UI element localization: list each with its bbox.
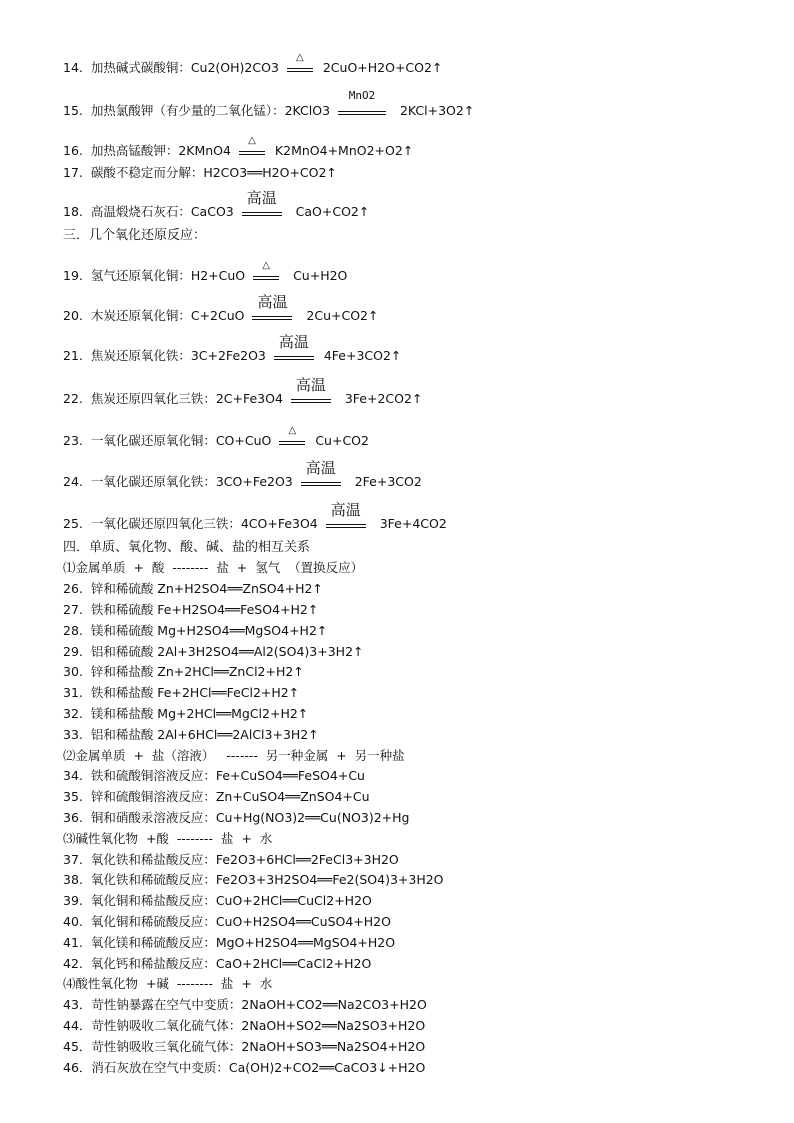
equation-text: 17. 碳酸不稳定而分解：H2CO3══H2O+CO2↑ [63,165,337,180]
equation-text: 25. 一氧化碳还原四氧化三铁：4CO+Fe3O4 [63,516,322,531]
equation-text: 29. 铝和稀硫酸 2Al+3H2SO4══Al2(SO4)3+3H2↑ [63,644,364,659]
equals-bars [291,399,331,403]
equation-line [63,956,371,972]
equation-text: 四．单质、氧化物、酸、碱、盐的相互关系 [63,540,311,555]
equation-line [63,1039,425,1055]
equation-line [63,768,365,784]
equation-line [63,135,414,159]
equation-products: Cu+H2O [285,268,348,283]
equation-products: 2CuO+H2O+CO2↑ [318,60,443,75]
condition-label: 高温 [330,501,361,519]
section-heading [63,228,206,244]
equals-bars [301,482,341,486]
equation-line [63,602,318,618]
equation-line [63,52,443,76]
equation-text: 23. 一氧化碳还原氧化铜：CO+CuO [63,433,276,448]
equation-line [63,1060,425,1076]
equals-bars [274,356,314,360]
equation-line [63,935,395,951]
equation-line [63,831,272,847]
equation-text: 33. 铝和稀盐酸 2Al+6HCl══2AlCl3+3H2↑ [63,727,319,742]
equals-bars [287,68,313,72]
equation-products: K2MnO4+MnO2+O2↑ [270,143,414,158]
reaction-condition [253,260,279,280]
equation-products: Cu+CO2 [311,433,369,448]
equation-line [63,893,372,909]
condition-label: 高温 [278,333,309,351]
equation-text: 45．苛性钠吸收三氧化硫气体：2NaOH+SO3══Na2SO4+H2O [63,1039,426,1054]
condition-label: △ [296,52,304,63]
reaction-condition [291,376,331,403]
equation-line [63,333,402,364]
condition-label: 高温 [257,293,288,311]
equals-bars [326,524,366,528]
equation-text: 30. 锌和稀盐酸 Zn+2HCl══ZnCl2+H2↑ [63,664,304,679]
equation-text: 15. 加热氯酸钾（有少量的二氧化锰）：2KClO3 [63,103,335,118]
equation-products: 2Fe+3CO2 [346,474,422,489]
equation-text: 35. 锌和硫酸铜溶液反应：Zn+CuSO4══ZnSO4+Cu [63,789,370,804]
equation-line [63,976,272,992]
equation-line [63,664,304,680]
equation-text: 42. 氧化钙和稀盐酸反应：CaO+2HCl══CaCl2+H2O [63,956,372,971]
equation-line [63,852,399,868]
equation-line [63,581,323,597]
equation-text: 44．苛性钠吸收二氧化硫气体：2NaOH+SO2══Na2SO3+H2O [63,1018,426,1033]
equation-line [63,501,447,532]
condition-label: 高温 [305,459,336,477]
condition-label: 高温 [246,189,277,207]
reaction-condition [287,52,313,72]
equation-text: 19. 氢气还原氧化铜：H2+CuO [63,268,250,283]
condition-label: 高温 [295,376,326,394]
equation-text: 14. 加热碱式碳酸铜：Cu2(OH)2CO3 [63,60,283,75]
equation-line [63,872,444,888]
equation-text: 31. 铁和稀盐酸 Fe+2HCl══FeCl2+H2↑ [63,685,300,700]
reaction-condition [326,501,366,528]
condition-label: △ [248,135,256,146]
equation-text: 三．几个氧化还原反应： [63,228,207,243]
equation-text: 18. 高温煅烧石灰石：CaCO3 [63,204,238,219]
equation-text: 37. 氧化铁和稀盐酸反应：Fe2O3+6HCl══2FeCl3+3H2O [63,852,399,867]
equation-line [63,644,364,660]
equation-text: 20. 木炭还原氧化铜：C+2CuO [63,308,249,323]
condition-label: △ [288,425,297,436]
equation-text: 21. 焦炭还原氧化铁：3C+2Fe2O3 [63,348,270,363]
equation-text: 34. 铁和硫酸铜溶液反应：Fe+CuSO4══FeSO4+Cu [63,768,365,783]
equals-bars [252,316,292,320]
equation-text: 39. 氧化铜和稀盐酸反应：CuO+2HCl══CuCl2+H2O [63,893,372,908]
equation-products: CaO+CO2↑ [287,204,370,219]
condition-label: △ [262,260,270,271]
equation-line [63,727,319,743]
reaction-condition [242,189,282,216]
equals-bars [279,441,305,445]
equation-line [63,623,327,639]
reaction-condition [279,425,305,445]
equation-text: 22. 焦炭还原四氧化三铁：2C+Fe3O4 [63,391,287,406]
equation-text: 32. 镁和稀盐酸 Mg+2HCl══MgCl2+H2↑ [63,706,309,721]
equation-line [63,810,410,826]
equation-text: 16. 加热高锰酸钾：2KMnO4 [63,143,235,158]
equation-products: 3Fe+2CO2↑ [336,391,423,406]
equation-line [63,1018,425,1034]
equation-line [63,685,299,701]
equation-line [63,165,337,181]
reaction-condition [274,333,314,360]
equation-line [63,789,370,805]
equation-text: 43．苛性钠暴露在空气中变质：2NaOH+CO2══Na2CO3+H2O [63,997,427,1012]
reaction-condition [338,89,386,115]
equation-text: 24. 一氧化碳还原氧化铁：3CO+Fe2O3 [63,474,297,489]
equals-bars [253,276,279,280]
equals-bars [242,212,282,216]
equation-products: 2Cu+CO2↑ [298,308,379,323]
equation-text: 36. 铜和硝酸汞溶液反应：Cu+Hg(NO3)2══Cu(NO3)2+Hg [63,810,410,825]
equation-line [63,560,363,576]
reaction-condition [239,135,265,155]
reaction-condition [301,459,341,486]
equation-text: 26. 锌和稀硫酸 Zn+H2SO4══ZnSO4+H2↑ [63,581,323,596]
equation-text: 46．消石灰放在空气中变质：Ca(OH)2+CO2══CaCO3↓+H2O [63,1060,426,1075]
equation-text: 27. 铁和稀硫酸 Fe+H2SO4══FeSO4+H2↑ [63,602,319,617]
equation-text: 41. 氧化镁和稀硫酸反应：MgO+H2SO4══MgSO4+H2O [63,935,396,950]
equation-text: 40. 氧化铜和稀硫酸反应：CuO+H2SO4══CuSO4+H2O [63,914,391,929]
equation-line [63,425,369,449]
equation-line [63,89,475,119]
equation-line [63,189,370,220]
equals-bars [239,151,265,155]
equation-products: 2KCl+3O2↑ [392,103,475,118]
equation-text: ⑶碱性氧化物 +酸 -------- 盐 + 水 [63,831,273,846]
equation-products: 4Fe+3CO2↑ [319,348,402,363]
equation-line [63,914,391,930]
equation-text: ⑵金属单质 + 盐（溶液） ------- 另一种金属 + 另一种盐 [63,748,405,763]
equation-line [63,706,308,722]
equation-line [63,293,379,324]
equation-products: 3Fe+4CO2 [371,516,447,531]
condition-label: MnO2 [348,89,376,102]
equation-text: 28. 镁和稀硫酸 Mg+H2SO4══MgSO4+H2↑ [63,623,328,638]
equation-line [63,459,422,490]
equation-line [63,748,405,764]
equation-line [63,260,348,284]
equation-text: 38. 氧化铁和稀硫酸反应：Fe2O3+3H2SO4══Fe2(SO4)3+3H2O [63,872,444,887]
equation-text: ⑴金属单质 + 酸 -------- 盐 + 氢气 （置换反应） [63,560,364,575]
equation-line [63,997,427,1013]
equation-text: ⑷酸性氧化物 +碱 -------- 盐 + 水 [63,976,273,991]
equation-line [63,376,423,407]
equals-bars [338,111,386,115]
section-heading [63,540,310,556]
reaction-condition [252,293,292,320]
